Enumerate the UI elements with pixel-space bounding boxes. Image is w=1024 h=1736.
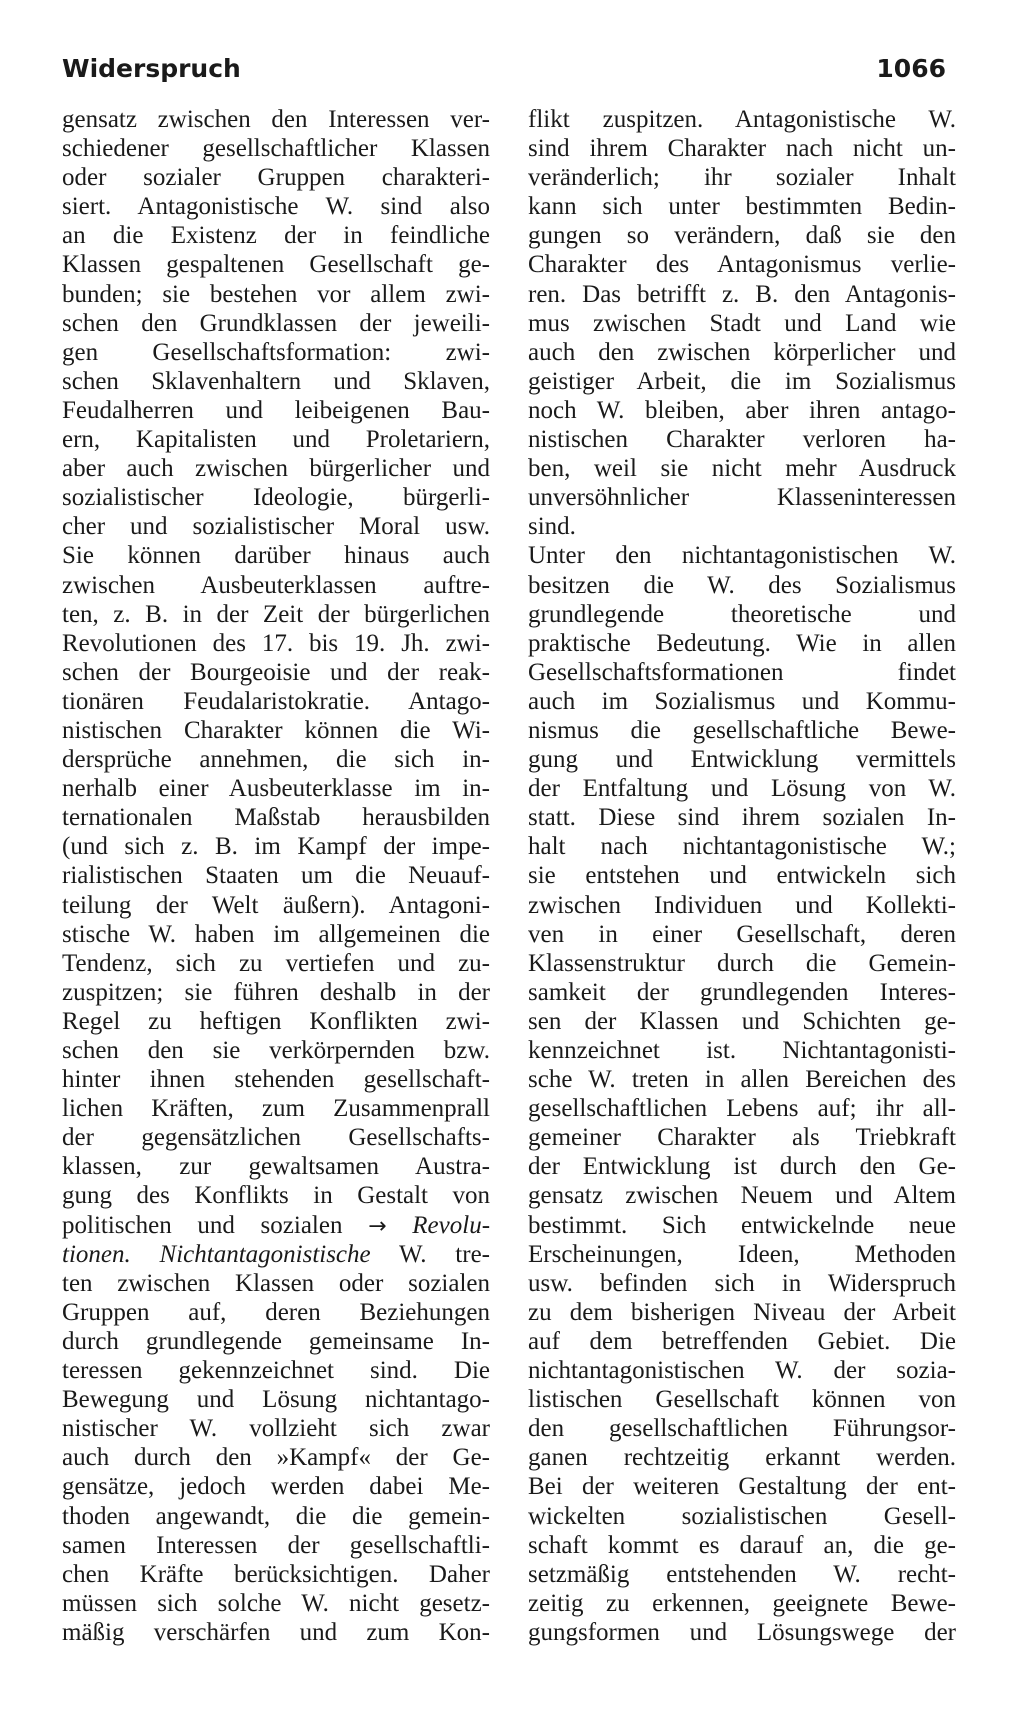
text-line: mäßig verschärfen und zum Kon-: [62, 1618, 490, 1646]
text-line: gensatz zwischen Neuem und Altem: [528, 1182, 956, 1210]
text-line: gung und Entwicklung vermittels: [528, 746, 956, 774]
text-line: praktische Bedeutung. Wie in allen: [528, 629, 956, 657]
text-line: Regel zu heftigen Konflikten zwi-: [62, 1007, 490, 1035]
text-line: kennzeichnet ist. Nichtantagonisti-: [528, 1037, 956, 1064]
text-line: statt. Diese sind ihrem sozialen In-: [528, 804, 956, 832]
text-line: geistiger Arbeit, die im Sozialismus: [528, 367, 956, 395]
text-line: nichtantagonistischen W. der sozia-: [528, 1357, 956, 1385]
italic-term: Nichtantagonistische: [159, 1240, 371, 1268]
text-line: sind ihrem Charakter nach nicht un-: [528, 135, 956, 163]
text-line: ren. Das betrifft z. B. den Antagonis-: [528, 280, 956, 308]
text-line: Tendenz, sich zu vertiefen und zu-: [62, 949, 490, 977]
text-line: ben, weil sie nicht mehr Ausdruck: [528, 455, 956, 483]
text-line: sen der Klassen und Schichten ge-: [528, 1007, 956, 1035]
text-line: mus zwischen Stadt und Land wie: [528, 309, 956, 337]
text-line: lichen Kräften, zum Zusammenprall: [62, 1095, 490, 1123]
cross-reference-arrow-icon: →: [368, 1213, 387, 1239]
text-line: auf dem betreffenden Gebiet. Die: [528, 1327, 956, 1355]
text-line: flikt zuspitzen. Antagonistische W.: [528, 106, 956, 133]
text-line: zu dem bisherigen Niveau der Arbeit: [528, 1298, 956, 1326]
text-line: Klassenstruktur durch die Gemein-: [528, 949, 956, 977]
text-line: Gesellschaftsformationen findet: [528, 658, 956, 686]
text-line: stische W. haben im allgemeinen die: [62, 920, 490, 948]
text-line: setzmäßig entstehenden W. recht-: [528, 1560, 956, 1588]
text-line: aber auch zwischen bürgerlicher und: [62, 455, 490, 483]
text-line: gesellschaftlichen Lebens auf; ihr all-: [528, 1095, 956, 1123]
text-line: Bewegung und Lösung nichtantago-: [62, 1386, 490, 1414]
left-column: [62, 105, 490, 1647]
text-line: schiedener gesellschaftlicher Klassen: [62, 135, 490, 163]
text-line: gemeiner Charakter als Triebkraft: [528, 1124, 956, 1152]
text-line: listischen Gesellschaft können von: [528, 1386, 956, 1414]
text-line: Sie können darüber hinaus auch: [62, 542, 490, 570]
text-line: grundlegende theoretische und: [528, 600, 956, 628]
running-head: [62, 54, 946, 94]
text-line: Feudalherren und leibeigenen Bau-: [62, 396, 490, 424]
text-line: sche W. treten in allen Bereichen des: [528, 1066, 956, 1094]
text-line: müssen sich solche W. nicht gesetz-: [62, 1589, 490, 1617]
text-line: dersprüche annehmen, die sich in-: [62, 746, 490, 774]
text-line: ten, z. B. in der Zeit der bürgerlichen: [62, 600, 490, 628]
text-line: sie entstehen und entwickeln sich: [528, 862, 956, 890]
text-line: schaft kommt es darauf an, die ge-: [528, 1531, 956, 1559]
text-line: kann sich unter bestimmten Bedin-: [528, 193, 956, 221]
text-line: zeitig zu erkennen, geeignete Bewe-: [528, 1589, 956, 1617]
text-line: an die Existenz der in feindliche: [62, 222, 490, 250]
text-line: ven in einer Gesellschaft, deren: [528, 920, 956, 948]
text-line: hinter ihnen stehenden gesellschaft-: [62, 1066, 490, 1094]
text-line: samen Interessen der gesellschaftli-: [62, 1531, 490, 1559]
text-line: auch durch den »Kampf« der Ge-: [62, 1444, 490, 1472]
text-line: gung des Konflikts in Gestalt von: [62, 1182, 490, 1210]
text-line: Klassen gespaltenen Gesellschaft ge-: [62, 251, 490, 279]
text-line: bunden; sie bestehen vor allem zwi-: [62, 280, 490, 308]
text-line: nerhalb einer Ausbeuterklasse im in-: [62, 775, 490, 803]
text-line: zuspitzen; sie führen deshalb in der: [62, 978, 490, 1006]
text-line: auch den zwischen körperlicher und: [528, 338, 956, 366]
text-line: ternationalen Maßstab herausbilden: [62, 804, 490, 832]
text-line: der Entfaltung und Lösung von W.: [528, 775, 956, 803]
text-line: nistischen Charakter verloren ha-: [528, 426, 956, 454]
text-segment: politischen und sozialen: [62, 1211, 343, 1239]
text-line: gensatz zwischen den Interessen ver-: [62, 106, 490, 133]
paragraph-end-line: sind.: [528, 513, 576, 541]
text-line: der gegensätzlichen Gesellschafts-: [62, 1124, 490, 1152]
text-line: auch im Sozialismus und Kommu-: [528, 687, 956, 715]
text-line: teressen gekennzeichnet sind. Die: [62, 1357, 490, 1385]
text-line: rialistischen Staaten um die Neuauf-: [62, 862, 490, 890]
italic-term-line: [62, 1240, 490, 1269]
text-line: schen der Bourgeoisie und der reak-: [62, 658, 490, 686]
right-column: [528, 105, 956, 1647]
text-line: zwischen Individuen und Kollekti-: [528, 891, 956, 919]
text-line: samkeit der grundlegenden Interes-: [528, 978, 956, 1006]
text-line: tionären Feudalaristokratie. Antago-: [62, 687, 490, 715]
text-line: bestimmt. Sich entwickelnde neue: [528, 1211, 956, 1239]
cross-reference-link[interactable]: Revolu-: [412, 1211, 490, 1239]
text-line: schen den Grundklassen der jeweili-: [62, 309, 490, 337]
text-line: klassen, zur gewaltsamen Austra-: [62, 1153, 490, 1181]
text-line: Revolutionen des 17. bis 19. Jh. zwi-: [62, 629, 490, 657]
text-line: nistischer W. vollzieht sich zwar: [62, 1415, 490, 1443]
text-line: gen Gesellschaftsformation: zwi-: [62, 338, 490, 366]
text-line: schen Sklavenhaltern und Sklaven,: [62, 367, 490, 395]
text-line: nistischen Charakter können die Wi-: [62, 716, 490, 744]
text-line: unversöhnlicher Klasseninteressen: [528, 484, 956, 512]
text-line: der Entwicklung ist durch den Ge-: [528, 1153, 956, 1181]
text-line: usw. befinden sich in Widerspruch: [528, 1269, 956, 1297]
text-segment: W. tre-: [398, 1240, 490, 1268]
text-line: Erscheinungen, Ideen, Methoden: [528, 1240, 956, 1268]
xref-line: [62, 1211, 490, 1240]
text-line: zwischen Ausbeuterklassen auftre-: [62, 571, 490, 599]
cross-reference-link-continued[interactable]: tionen.: [62, 1240, 131, 1268]
text-line: ern, Kapitalisten und Proletariern,: [62, 426, 490, 454]
text-line: noch W. bleiben, aber ihren antago-: [528, 396, 956, 424]
page-number: 1066: [876, 54, 946, 83]
text-line: halt nach nichtantagonistische W.;: [528, 833, 956, 861]
text-line: gungsformen und Lösungswege der: [528, 1618, 956, 1646]
text-line: Unter den nichtantagonistischen W.: [528, 542, 956, 570]
text-line: chen Kräfte berücksichtigen. Daher: [62, 1560, 490, 1588]
text-line: Charakter des Antagonismus verlie-: [528, 251, 956, 279]
text-line: teilung der Welt äußern). Antagoni-: [62, 891, 490, 919]
text-line: (und sich z. B. im Kampf der impe-: [62, 833, 490, 861]
text-line: siert. Antagonistische W. sind also: [62, 193, 490, 221]
text-line: thoden angewandt, die die gemein-: [62, 1502, 490, 1530]
text-line: oder sozialer Gruppen charakteri-: [62, 164, 490, 192]
text-line: wickelten sozialistischen Gesell-: [528, 1502, 956, 1530]
text-line: ten zwischen Klassen oder sozialen: [62, 1269, 490, 1297]
text-line: nismus die gesellschaftliche Bewe-: [528, 716, 956, 744]
text-line: gungen so verändern, daß sie den: [528, 222, 956, 250]
text-line: den gesellschaftlichen Führungsor-: [528, 1415, 956, 1443]
text-line: cher und sozialistischer Moral usw.: [62, 513, 490, 541]
text-line: schen den sie verkörpernden bzw.: [62, 1037, 490, 1064]
text-line: Bei der weiteren Gestaltung der ent-: [528, 1473, 956, 1501]
text-line: durch grundlegende gemeinsame In-: [62, 1327, 490, 1355]
text-line: ganen rechtzeitig erkannt werden.: [528, 1444, 956, 1472]
text-line: besitzen die W. des Sozialismus: [528, 571, 956, 599]
text-line: sozialistischer Ideologie, bürgerli-: [62, 484, 490, 512]
text-line: gensätze, jedoch werden dabei Me-: [62, 1473, 490, 1501]
text-line: veränderlich; ihr sozialer Inhalt: [528, 164, 956, 192]
text-line: Gruppen auf, deren Beziehungen: [62, 1298, 490, 1326]
entry-title: Widerspruch: [62, 54, 241, 83]
